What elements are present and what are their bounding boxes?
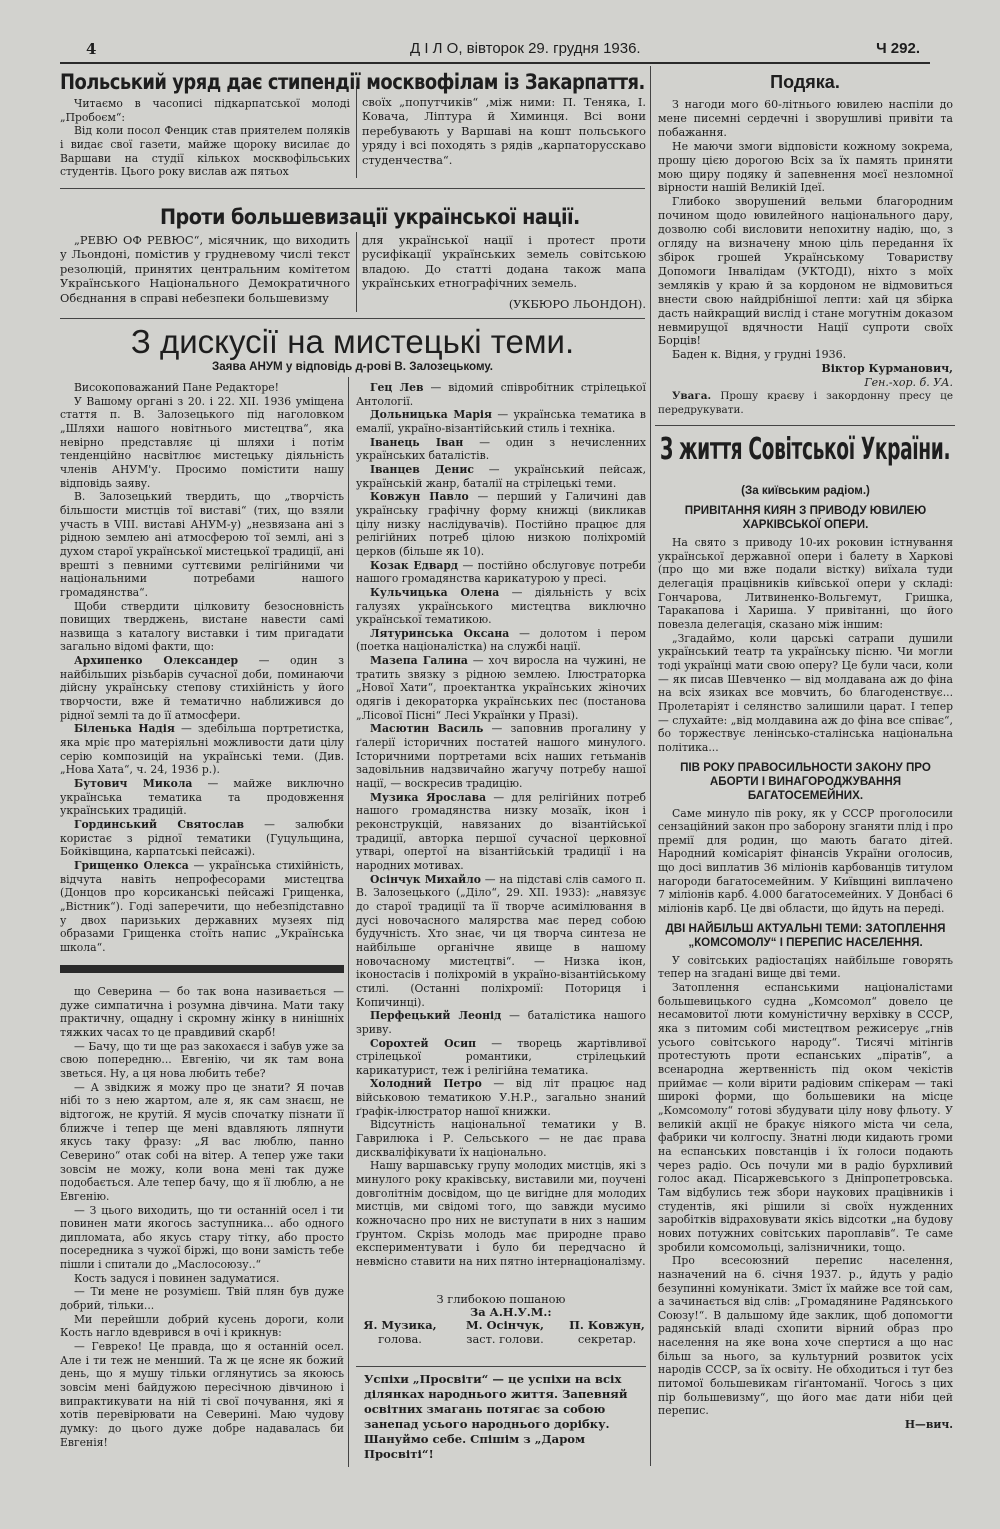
art2-left — [60, 233, 350, 317]
art1-right — [362, 95, 646, 185]
art3-entry: Перфецький Леонід — баталістика нашого зриву. — [356, 1009, 646, 1036]
closing-line: З глибокою пошаною — [436, 1292, 566, 1306]
entry-name: Віктор Курманович, — [821, 362, 953, 376]
signer-name: П. Ковжун, — [569, 1318, 645, 1332]
headline-discussion: З дискусії на мистецькі теми. — [130, 323, 575, 360]
art3-entry: Сорохтей Осип — творець жартівливої стрілецької романтики, стрілецький карикатурист, теж і релігійна тематика. — [356, 1036, 646, 1077]
signer-role: заст. голови. — [466, 1332, 544, 1346]
column-divider — [650, 66, 651, 1466]
thanks-paragraph: Не маючи змоги відповісти кожному зокрема, прошу цією дорогою Всіх за їх память приняти мою щиру подяку й запевнення моєї незломної вірности нашій Великій Ідеї. — [658, 139, 953, 195]
paragraph: „РЕВЮ ОФ РЕВЮС“, місячник, що виходить у Льондоні, помістив у грудневому числі текст резолюцій, принятих центральним комітетом Українського Національного Демократичного Обєднання в справі небезпеки большевизму — [60, 233, 350, 305]
story-paragraph: — Бачу, що ти ще раз закохаєся і забув уже за свою попередню... Евгенію, чи як там вона зветься. Ну, а ця нова любить тебе? — [60, 1039, 344, 1080]
page-number: 4 — [86, 40, 97, 58]
signers — [356, 1318, 646, 1348]
prosvita-ad — [364, 1372, 634, 1462]
entry-name: Увага. — [672, 390, 712, 403]
entry-name: Холодний Петро — [370, 1077, 482, 1091]
soviet-paragraph: Затоплення еспанськими націоналістами большевицького судна „Комсомол“ довело це несамовитої люти комуністичну верхівку в СССР, яка з питомим собі мистецтвом режисерує „гнів усього совітського народу“. Тисячі мітінгів протестують проти еспанських „піратів“, а всенародна жертвенність під оком чекістів приймає — коли вірити радіовим спікерам — такі широкі форми, що большевики на місце „Комсомолу“ готові збудувати цілу нову фльоту. У великій акції не бракує ніякого міста чи села, фабрики чи колгоспу. Знатні люди кидають громи на еспанських повстанців і їх голоси подають через радіо. Ось почули ми в радіо бурхливий голос акад. Пісаржевського з Дніпропетровська. Там відбулись теж збори наукових працівників і студентів, які рішили зі своїх нужденних заробітків відраховувати якісь відсотки „на будову нових потужних совітських пароплавів“. Те саме зробили комсомольці, залізничники, тощо. — [658, 981, 953, 1254]
art3-entry: Дольницька Марія — українська тематика в емалії, україно-візантійський стиль і техніка. — [356, 408, 646, 435]
org-label: За А.Н.У.М.: — [470, 1305, 552, 1319]
headline-thanks: Подяка. — [770, 72, 840, 92]
art3-col2 — [356, 381, 646, 1307]
thanks-rank: Ген.-хор. б. УА. — [864, 376, 953, 390]
art3-entry: Холодний Петро — від літ працює над військовою тематикою У.Н.Р., загально знаний ґрафік-ілюстратор нашої книжки. — [356, 1077, 646, 1118]
art3-entry: Іванцев Денис — український пейсаж, українській жанр, баталії на стрілецькі теми. — [356, 462, 646, 490]
headline-stipends: Польський уряд дає стипендії москвофілам із Закарпаття. — [60, 70, 645, 94]
art1-left — [60, 97, 350, 187]
entry-name: Архипенко Олександер — [74, 654, 239, 668]
section-rule — [60, 188, 645, 189]
entry-name: Іванцев Денис — [370, 462, 474, 476]
thanks-paragraph: З нагоди мого 60-літнього ювилею наспіли до мене писемні сердечні і зворушливі привіти та побажання. — [658, 98, 953, 139]
art3-entry: Відсутність національної тематики у В. Гаврилюка і Р. Сельського — не дає права дискваліфікувати їх національно. — [356, 1118, 646, 1159]
art3-paragraph: Бутович Микола — майже виключно українська тематика та продовження українських традицій. — [60, 777, 344, 818]
entry-name: Масютин Василь — [370, 722, 484, 736]
art3-entry: Ковжун Павло — перший у Галичині дав українську графічну форму книжці (викликав цілу низку наслідувачів). Постійно працює для релігійних потреб цілою низкою поліхромій церков (більше як 10). — [356, 490, 646, 558]
entry-name: Осінчук Михайло — [370, 872, 481, 886]
entry-name: Сорохтей Осип — [370, 1036, 476, 1050]
art2-right — [362, 233, 646, 317]
soviet-paragraph: Про всесоюзний перепис населення, назначений на 6. січня 1937. р., йдуть у радіо безупинні комунікати. Зміст їх майже все той сам, а зачинається від слів: „Громадянине Радянського Союзу!“. В дальшому йде заклик, щоб допомогти радянській владі схопити вірний образ про населення на яке вона хоче спертися а що нас більш за нього, за культурний розвиток усіх народів СССР, за їх освіту. Не обходиться і тут без питомої большевикам гіґантоманії. Чогось з цих пір большевизму“, що його має дати ніби цей перепис. — [658, 1254, 953, 1418]
entry-name: Н—вич. — [904, 1418, 953, 1432]
column-divider — [348, 377, 349, 1467]
issue-number: Ч 292. — [876, 40, 920, 57]
story-paragraph: Ми перейшли добрий кусень дороги, коли Кость нагло вдеврився в очі і крикнув: — [60, 1312, 344, 1340]
black-divider — [60, 965, 344, 973]
story-paragraph: Кость задуся і повинен задуматися. — [74, 1271, 280, 1285]
entry-name: Гординський Святослав — [74, 818, 245, 831]
entry-name: Перфецький Леонід — [370, 1009, 502, 1023]
art3-paragraph: У Вашому органі з 20. і 22. XII. 1936 уміщена стаття п. В. Залозецького під наголовком „Шляхи нашого новітнього мистецтва“, яка невірно представляє ці шляхи і потім тенденційно насвітлює мистецьку діяльність членів АНУМ'у. Просимо помістити нашу відповідь заяву. — [60, 394, 344, 490]
art3-paragraph: Архипенко Олександер — один з найбільших різьбарів сучасної доби, поминаючи дійсну українську степову стихійність у його творчости, вже й тематично наближився до рідної землі та до її атмосфери. — [60, 654, 344, 722]
entry-name: Бутович Микола — [74, 777, 193, 791]
art3-entry: Мазепа Галина — хоч виросла на чужині, не тратить звязку з рідною землею. Ілюстраторка „Нової Хати“, проектантка українських жіночих одягів і декораторка українських пес (постанова „Лісової Пісні“ Лесі Українки у Празі). — [356, 654, 646, 722]
art3-entry: Гец Лев — відомий співробітник стрілецької Антології. — [356, 381, 646, 408]
thanks-signer — [658, 362, 953, 376]
headline-bolshevization: Проти большевизації української нації. — [160, 205, 580, 229]
entry-name: Грищенко Олекса — [74, 858, 189, 872]
entry-name: Кульчицька Олена — [370, 585, 500, 599]
soviet-paragraph: „Згадаймо, коли царські сатрапи душили український театр та українську пісню. Чи могли тоді українці мати свою оперу? Це були часи, коли — як писав Шевченко — від молдавана аж до фіна на всіх язиках все мовчить, бо благоденствує... Пролетаріят і селянство залишили царат. І тепер — слухайте: „від молдавина аж до фіна все співає“, бо торжествує ленінсько-сталінська національна політика... — [658, 631, 953, 754]
story-paragraph: — Ти мене не розумієш. Твій плян був дуже добрий, тільки... — [60, 1285, 344, 1313]
subhead-abortion-law: ПІВ РОКУ ПРАВОСИЛЬНОСТИ ЗАКОНУ ПРО АБОРТИ І ВИНАГОРОДЖУВАННЯ БАГАТОСЕМЕЙНИХ. — [680, 760, 931, 802]
story-paragraph: — А звідкиж я можу про це знати? Я почав нібі то з нею жартом, але я, як сам знаєш, не відтогож, не крутій. Я мусів спочатку пізнати її ближче і тепер ще мені вдавляють ляпнути якусь таку фразу: „Я вас люблю, панно Северино“ отак собі на вітер. А тепер уже таки зовсім не можу, коли вона мені так дуже подобається. Але тепер бачу, що я її люблю, а не Евгенію. — [60, 1080, 344, 1203]
signer-name: Я. Музика, — [363, 1318, 437, 1332]
entry-name: Іванець Іван — [370, 435, 464, 449]
paragraph: Читаємо в часописі підкарпатської молоді „Пробоєм“: — [60, 97, 350, 124]
headline-soviet-ukraine: З життя Совітської України. — [660, 432, 951, 467]
story-paragraph: — Гевреко! Це правда, що я останній осел. Але і ти теж не менший. Та ж це ясне як божий день, що я мушу тільки оглянутись за якоюсь зовсім мені байдужою пересічною дівчиною і випрактикувати на ній ті свої почування, які я хотів перевірювати на Северині. Маю чудову думку: до цього дуже добре надавалась би Евгенія! — [60, 1340, 344, 1449]
art3-paragraph: В. Залозецький твердить, що „творчість більшости мистців тої виставі“ (тих, що взяли участь в VIII. виставі АНУМ-у) „незвязана ані з рідною землею ані атмосферою тої землі, ані з духом старої української мистецької традиції, ані врешті з певними суттєвими релігійними чи національними потребами нашого громадянства“. — [60, 490, 344, 599]
column-divider — [356, 86, 357, 178]
entry-name: Лятуринська Оксана — [370, 626, 510, 640]
soviet-paragraph: У совітських радіостаціях найбільше говорять тепер на згадані вище дві теми. — [658, 953, 953, 981]
entry-name: Мазепа Галина — [370, 654, 468, 668]
page-header — [60, 38, 930, 64]
headline-subtitle: Заява АНУМ у відповідь д-рові В. Залозецькому. — [211, 360, 494, 373]
art3-paragraph: Щоби ствердити цілковиту безосновність повищих тверджень, вистане навести самі назвища з каталогу виставки і тим пригадати загально відомі факти, що: — [60, 599, 344, 654]
entry-name: Біленька Надія — [74, 722, 175, 736]
story-column — [60, 985, 344, 1455]
subhead-opera: ПРИВІТАННЯ КИЯН З ПРИВОДУ ЮВИЛЕЮ ХАРКІВСЬКОЇ ОПЕРИ. — [684, 504, 927, 531]
prosvita-text: Успіхи „Просвіти“ — це успіхи на всіх ділянках народнього життя. Запевняй освітних змагань потягає за собою занепад усього народнього дорібку. Шануймо себе. Спішім з „Даром Просвіті“! — [364, 1372, 628, 1461]
signer-role: голова. — [378, 1332, 422, 1346]
art3-entry: Кульчицька Олена — діяльність у всіх галузях українського мистецтва виключно української тематикою. — [356, 585, 646, 627]
entry-name: Музика Ярослава — [370, 790, 487, 804]
entry-name: Ковжун Павло — [370, 490, 469, 504]
art3-paragraph: Гординський Святослав — залюбки користає з рідної тематики (Гуцульщина, Бойківщина, карпатські пейсажі). — [60, 818, 344, 859]
paragraph: своїх „попутчиків“ ,між ними: П. Теняка, І. Ковача, Ліптура й Химинця. Всі вони перебувають у Варшаві на кошт польського уряду і всі походять з рядів „карпаторусскаво студенчества“. — [362, 95, 646, 167]
source-note: (За київським радіом.) — [741, 484, 870, 497]
art3-entry: Музика Ярослава — для релігійних потреб нашого громадянства низку мозаїк, ікон і реконструкцій, навязаних до візантійської традиції, авторка першої сучасної церковної утварі, опертої на візантійській традиції і на народних мотивах. — [356, 790, 646, 872]
paragraph: Від коли посол Фенцик став приятелем поляків і видає свої газети, майже щороку висилає до Варшави на студії кількох москвофільських студентів. Цього року вислав аж пятьох — [60, 124, 350, 179]
soviet-paragraph: Саме минуло пів року, як у СССР проголосили сензаційний закон про заборону зганяти плід і про премії для родин, що мають багато дітей. Народний комісаріят фінансів України оголосив, що досі виплатив 36 міліонів карбованців титулом нагороди багатосемейним. У Київщині виплачено 7 міліонів карб. 4.000 багатосемейних. У Донбасі 6 міліонів карб. Це дві области, що йдуть на переді. — [658, 806, 953, 916]
art2-signature: (УКБЮРО ЛЬОНДОН). — [508, 296, 646, 311]
art3-paragraph: Біленька Надія — здебільша портретистка, яка мріє про матеріяльні можливости дати цілу серію композицій на українські теми. (Див. „Нова Хата“, ч. 24, 1936 р.). — [60, 722, 344, 777]
thanks-paragraph: Глибоко зворушений вельми благородним почином щодо ювилейного національного дару, дозволю собі висловити непохитну надію, що, з огляду на визначену мною ціль передання їх збірок грошей Українському Товариству Допомоги Інвалідам (УКТОДІ), ніхто з моїх земляків у краю й за кордоном не відмовиться внести свою найдрібнішої лепти: хай ця збірка дасть найкращий вислід і стане могутнім доказом невмирущої вдячности Нації супроти своїх Борців! — [658, 195, 953, 348]
signer-role: секретар. — [577, 1332, 637, 1346]
thanks-note: Увага. Прошу краєву і закордонну пресу це передрукувати. — [658, 390, 953, 416]
entry-name: Козак Едвард — [370, 558, 459, 572]
art3-entry: Нашу варшавську групу молодих мистців, які з минулого року краківську, виставили ми, поучені довголітнім досвідом, що це вигідне для молодих мистців, ми свідомі того, що завжди мусимо кожночасно про них не виступати в них з нашим ґрунтом. Скрізь молодь має природне право експериментувати і було би передчасно й невмісно ставити на них пятно інтернаціоналізму. — [356, 1159, 646, 1268]
thanks-place: Баден к. Відня, у грудні 1936. — [672, 348, 847, 362]
column-divider — [356, 232, 357, 312]
art3-paragraph: Грищенко Олекса — українська стихійність, відчута навіть непрофесорами мистецтва (Донцов про корсиканські пейсажі Грищенка, „Вістник“). Годі заперечити, що небезпідставно у двох паризьких державних музеях під образами Грищенка стоїть напис „Українська школа“. — [60, 858, 344, 954]
section-rule — [356, 1366, 646, 1367]
subhead-two-topics: ДВІ НАЙБІЛЬШ АКТУАЛЬНІ ТЕМИ: ЗАТОПЛЕННЯ „КОМСОМОЛУ“ І ПЕРЕПИС НАСЕЛЕННЯ. — [665, 921, 946, 949]
section-rule — [655, 425, 955, 426]
entry-name: Гец Лев — [370, 381, 424, 394]
masthead-date: Д І Л О, вівторок 29. грудня 1936. — [410, 40, 641, 57]
paragraph: для української нації і протест проти русифікації українських земель совітською владою. До статті додана також мапа українських етнографічних земель. — [362, 233, 646, 291]
art3-entry: Іванець Іван — один з нечисленних українських баталістів. — [356, 435, 646, 463]
section-rule — [60, 318, 645, 319]
soviet-body — [658, 484, 953, 1466]
art3-paragraph: Високоповажаний Пане Редакторе! — [74, 381, 279, 394]
art3-entry: Козак Едвард — постійно обслуговує потреби нашого громадянства карикатурою у пресі. — [356, 558, 646, 586]
story-paragraph: що Северина — бо так вона називається — дуже симпатична і розумна дівчина. Мати таку практичну, ощадну і скромну жінку в нинішніх тяжких часах то це правдивий скарб! — [60, 985, 344, 1039]
signer-name: М. Осінчук, — [466, 1318, 544, 1332]
art3-col1 — [60, 381, 344, 959]
art3-entry: Осінчук Михайло — на підставі слів самого п. В. Залозецького („Діло“, 29. XII. 1933): „навязує до старої традиції та її творче асимілювання в дусі новочасного малярства має перед собою будучність. Хто знає, чи ця творча синтеза не найбільше органічне явище в нашому новочасному мистецтві“. — Низка ікон, іконостасів і поліхромій в україно-візантійському стилі. (Останні поліхромії: Поториця і Копичинці). — [356, 872, 646, 1009]
soviet-paragraph: На свято з приводу 10-их роковин істнування української державної опери і балету в Харкові (про що ми вже подали вістку) виїхала туди делегація працівників київської опери у складі: Гончарова, Литвиненко-Вольгемут, Гришка, Таракапова і Хариша. У привітанні, що його повезла делегація, сказано між іншим: — [658, 536, 953, 631]
entry-name: Дольницька Марія — [370, 408, 492, 422]
art3-entry: Лятуринська Оксана — долотом і пером (поетка націоналістка) на службі нації. — [356, 626, 646, 654]
art3-entry: Масютин Василь — заповнив прогалину у ґалерії історичних постатей нашого минулого. Історичними портретами всіх наших гетьманів задовільнив надзвичайно жагучу потребу нашої нації, — воскресив традицію. — [356, 722, 646, 791]
soviet-signature — [658, 1418, 953, 1432]
thanks-body — [658, 98, 953, 423]
story-paragraph: — З цього виходить, що ти останній осел і ти повинен мати якогось заступника... або одного дипломата, або якусь стару тітку, або просто посередника з чужої біржі, що вони замість тебе пішли і спитали до „Маслосоюзу..“ — [60, 1203, 344, 1272]
